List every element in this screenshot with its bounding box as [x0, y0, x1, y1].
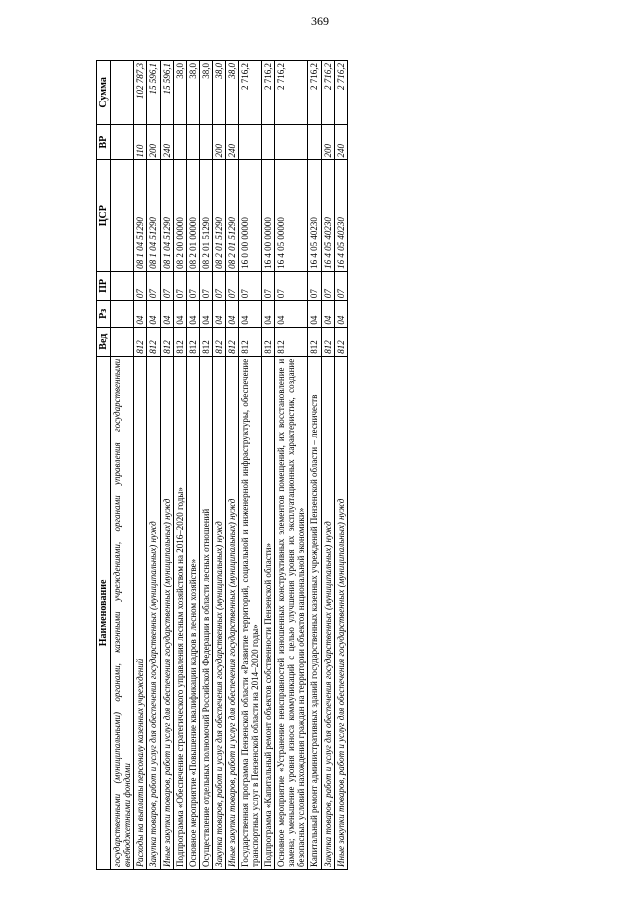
- cell-name: Иные закупки товаров, работ и услуг для обеспечения государственных (муниципальных) нужд: [160, 356, 173, 869]
- cell-rz: 04: [275, 301, 308, 328]
- cell-ved: 812: [186, 327, 199, 356]
- cell-vr: 200: [212, 124, 225, 160]
- cell-sum: 38,0: [212, 61, 225, 125]
- cell-vr: 240: [225, 124, 238, 160]
- table-row: [308, 61, 321, 870]
- cell-ved: 812: [160, 327, 173, 356]
- cell-pr: 07: [238, 271, 261, 300]
- cell-rz: [111, 301, 134, 328]
- cell-csr: 08 1 04 51290: [147, 160, 160, 271]
- cell-ved: 812: [238, 327, 261, 356]
- cell-sum: 2 716,2: [321, 61, 334, 125]
- cell-rz: 04: [160, 301, 173, 328]
- budget-table: [96, 60, 348, 870]
- cell-vr: [238, 124, 261, 160]
- cell-name: Закупка товаров, работ и услуг для обеспечения государственных (муниципальных) нужд: [321, 356, 334, 869]
- cell-name: Капитальный ремонт административных зданий государственных казенных учреждений Пензенской области – лесничеств: [308, 356, 321, 869]
- table-row: [147, 61, 160, 870]
- cell-ved: 812: [173, 327, 186, 356]
- header-csr: ЦСР: [97, 160, 111, 271]
- cell-csr: 16 4 05 00000: [275, 160, 308, 271]
- cell-sum: 2 716,2: [308, 61, 321, 125]
- cell-ved: 812: [225, 327, 238, 356]
- cell-vr: 200: [147, 124, 160, 160]
- rotated-page-content: [96, 60, 546, 870]
- cell-ved: 812: [334, 327, 347, 356]
- cell-pr: 07: [225, 271, 238, 300]
- cell-ved: 812: [147, 327, 160, 356]
- cell-csr: 16 4 05 40230: [334, 160, 347, 271]
- header-vr: ВР: [97, 124, 111, 160]
- cell-pr: 07: [134, 271, 147, 300]
- cell-vr: [275, 124, 308, 160]
- cell-name: Расходы на выплаты персоналу казенных учреждений: [134, 356, 147, 869]
- table-row: [186, 61, 199, 870]
- cell-sum: [111, 61, 134, 125]
- table-row: [111, 61, 134, 870]
- cell-rz: 04: [225, 301, 238, 328]
- cell-name: Основное мероприятие «Повышение квалификации кадров в лесном хозяйстве»: [186, 356, 199, 869]
- cell-vr: 200: [321, 124, 334, 160]
- cell-name: Осуществление отдельных полномочий Российской Федерации в области лесных отношений: [199, 356, 212, 869]
- table-row: [262, 61, 275, 870]
- cell-pr: 07: [147, 271, 160, 300]
- cell-sum: 38,0: [199, 61, 212, 125]
- cell-ved: 812: [321, 327, 334, 356]
- cell-pr: 07: [321, 271, 334, 300]
- cell-pr: 07: [186, 271, 199, 300]
- cell-sum: 2 716,2: [275, 61, 308, 125]
- cell-rz: 04: [199, 301, 212, 328]
- cell-rz: 04: [262, 301, 275, 328]
- cell-rz: 04: [147, 301, 160, 328]
- cell-vr: [186, 124, 199, 160]
- cell-sum: 38,0: [186, 61, 199, 125]
- cell-csr: 08 1 04 51290: [160, 160, 173, 271]
- cell-sum: 15 596,1: [147, 61, 160, 125]
- cell-name: Государственная программа Пензенской области «Развитие территорий, социальной и инженерной инфраструктуры, обеспечение транспортных услуг в Пензенской области на 2014–2020 годы»: [238, 356, 261, 869]
- cell-rz: 04: [186, 301, 199, 328]
- cell-csr: 08 2 01 51290: [199, 160, 212, 271]
- cell-sum: 15 596,1: [160, 61, 173, 125]
- table-row: [238, 61, 261, 870]
- cell-csr: 08 1 04 51290: [134, 160, 147, 271]
- cell-pr: 07: [160, 271, 173, 300]
- cell-sum: 102 787,3: [134, 61, 147, 125]
- table-row: [275, 61, 308, 870]
- table-row: [199, 61, 212, 870]
- cell-pr: 07: [212, 271, 225, 300]
- cell-vr: [262, 124, 275, 160]
- cell-ved: [111, 327, 134, 356]
- cell-rz: 04: [308, 301, 321, 328]
- cell-csr: [111, 160, 134, 271]
- cell-csr: 08 2 01 00000: [186, 160, 199, 271]
- cell-sum: 38,0: [225, 61, 238, 125]
- table-header-row: [97, 61, 111, 870]
- cell-rz: 04: [334, 301, 347, 328]
- cell-ved: 812: [134, 327, 147, 356]
- header-sum: Сумма: [97, 61, 111, 125]
- cell-rz: 04: [238, 301, 261, 328]
- cell-ved: 812: [308, 327, 321, 356]
- cell-sum: 2 716,2: [262, 61, 275, 125]
- cell-rz: 04: [173, 301, 186, 328]
- cell-vr: 240: [334, 124, 347, 160]
- cell-csr: 16 4 05 40230: [321, 160, 334, 271]
- cell-name: Подпрограмма «Капитальный ремонт объектов собственности Пензенской области»: [262, 356, 275, 869]
- cell-name: Основное мероприятие «Устранение неисправностей изношенных конструктивных элементов помещений, их восстановление и замена; уменьшение уровня износа коммуникаций с целью улучшения уровня их эксплуатационных характеристик, создание безопасных условий нахождения граждан на территории объектов национальной экономики»: [275, 356, 308, 869]
- table-row: [160, 61, 173, 870]
- table-row: [334, 61, 347, 870]
- cell-sum: 2 716,2: [238, 61, 261, 125]
- cell-name: Закупка товаров, работ и услуг для обеспечения государственных (муниципальных) нужд: [147, 356, 160, 869]
- table-row: [225, 61, 238, 870]
- cell-pr: 07: [308, 271, 321, 300]
- cell-vr: [173, 124, 186, 160]
- cell-rz: 04: [134, 301, 147, 328]
- cell-ved: 812: [275, 327, 308, 356]
- table-row: [212, 61, 225, 870]
- table-row: [134, 61, 147, 870]
- header-rz: Рз: [97, 301, 111, 328]
- cell-sum: 38,0: [173, 61, 186, 125]
- cell-vr: [111, 124, 134, 160]
- cell-name: Подпрограмма «Обеспечение стратегического управления лесным хозяйством на 2016–2020 годы»: [173, 356, 186, 869]
- cell-ved: 812: [262, 327, 275, 356]
- header-pr: ПР: [97, 271, 111, 300]
- table-body: [111, 61, 347, 870]
- cell-csr: 08 2 01 51290: [225, 160, 238, 271]
- cell-pr: 07: [173, 271, 186, 300]
- cell-csr: 16 4 00 00000: [262, 160, 275, 271]
- rotated-table-container: [96, 60, 546, 870]
- cell-vr: 240: [160, 124, 173, 160]
- cell-name: Иные закупки товаров, работ и услуг для обеспечения государственных (муниципальных) нужд: [225, 356, 238, 869]
- cell-rz: 04: [321, 301, 334, 328]
- cell-pr: 07: [262, 271, 275, 300]
- cell-ved: 812: [199, 327, 212, 356]
- cell-pr: [111, 271, 134, 300]
- cell-name: Иные закупки товаров, работ и услуг для обеспечения государственных (муниципальных) нужд: [334, 356, 347, 869]
- table-row: [321, 61, 334, 870]
- cell-name: государственными (муниципальными) органами, казенными учреждениями, органами управления государственными внебюджетными фондами: [111, 356, 134, 869]
- page-number: 369: [311, 14, 329, 28]
- cell-vr: [199, 124, 212, 160]
- cell-sum: 2 716,2: [334, 61, 347, 125]
- cell-vr: 110: [134, 124, 147, 160]
- cell-pr: 07: [275, 271, 308, 300]
- cell-pr: 07: [334, 271, 347, 300]
- cell-csr: 08 2 01 51290: [212, 160, 225, 271]
- cell-rz: 04: [212, 301, 225, 328]
- header-name: Наименование: [97, 356, 111, 869]
- cell-csr: 16 4 05 40230: [308, 160, 321, 271]
- cell-csr: 16 0 00 00000: [238, 160, 261, 271]
- cell-pr: 07: [199, 271, 212, 300]
- cell-name: Закупка товаров, работ и услуг для обеспечения государственных (муниципальных) нужд: [212, 356, 225, 869]
- cell-csr: 08 2 00 00000: [173, 160, 186, 271]
- cell-ved: 812: [212, 327, 225, 356]
- header-ved: Вед: [97, 327, 111, 356]
- table-row: [173, 61, 186, 870]
- cell-vr: [308, 124, 321, 160]
